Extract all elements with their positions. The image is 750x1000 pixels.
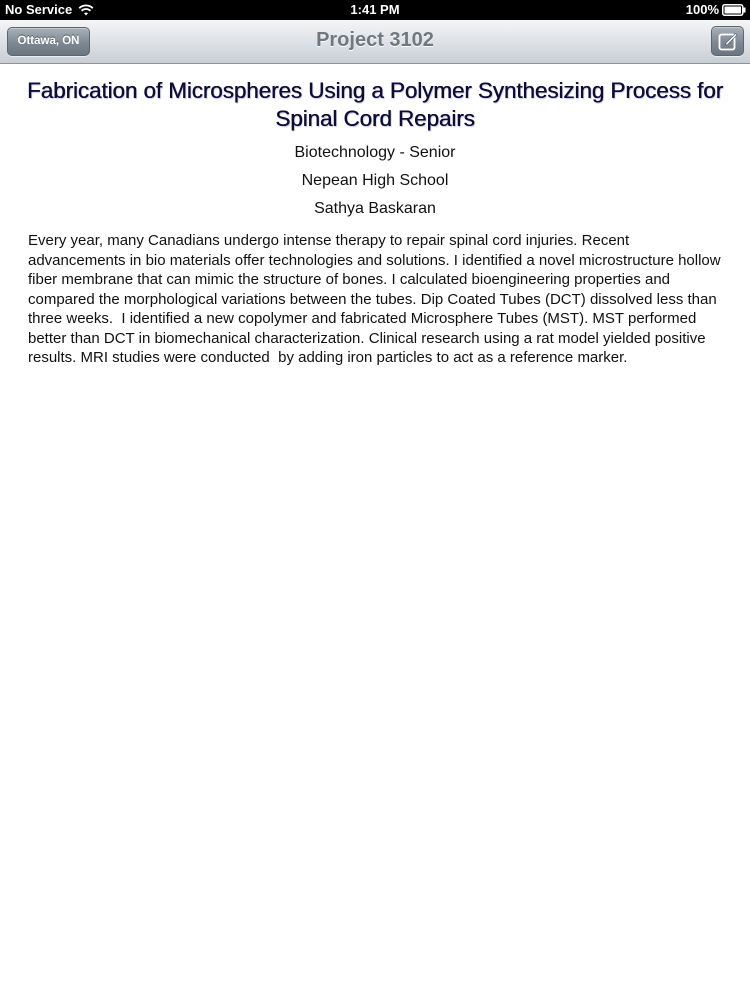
back-button[interactable]: Ottawa, ON (7, 27, 90, 56)
project-school: Nepean High School (301, 172, 449, 189)
nav-title: Project 3102 (316, 29, 434, 51)
compose-button[interactable] (711, 26, 744, 56)
project-meta (0, 139, 750, 223)
clock-label: 1:41 PM (350, 2, 400, 17)
project-title: Fabrication of Microspheres Using a Polymer Synthesizing Process for Spinal Cord Repairs (27, 78, 723, 131)
battery-icon (722, 4, 746, 16)
status-right (686, 2, 746, 18)
project-author: Sathya Baskaran (314, 200, 436, 217)
battery-percent-label: 100% (685, 2, 719, 17)
carrier-label: No Service (5, 2, 73, 17)
project-category: Biotechnology - Senior (294, 144, 456, 161)
project-detail (0, 65, 750, 368)
navigation-bar (0, 20, 750, 64)
project-abstract: Every year, many Canadians undergo intense therapy to repair spinal cord injuries. Recent advancements in bio materials offer technologies and solutions. I identified a novel microstructure hollow fiber membrane that can mimic the structure of bones. I calculated bioengineering properties and compared the morphological variations between the tubes. Dip Coated Tubes (DCT) dissolved less than three weeks. I identified a new copolymer and fabricated Microsphere Tubes (MST). MST performed better than DCT in biomechanical characterization. Clinical research using a rat model yielded positive results. MRI studies were conducted by adding iron particles to act as a reference marker. (28, 232, 725, 366)
compose-icon (718, 31, 738, 51)
status-bar (0, 0, 750, 20)
